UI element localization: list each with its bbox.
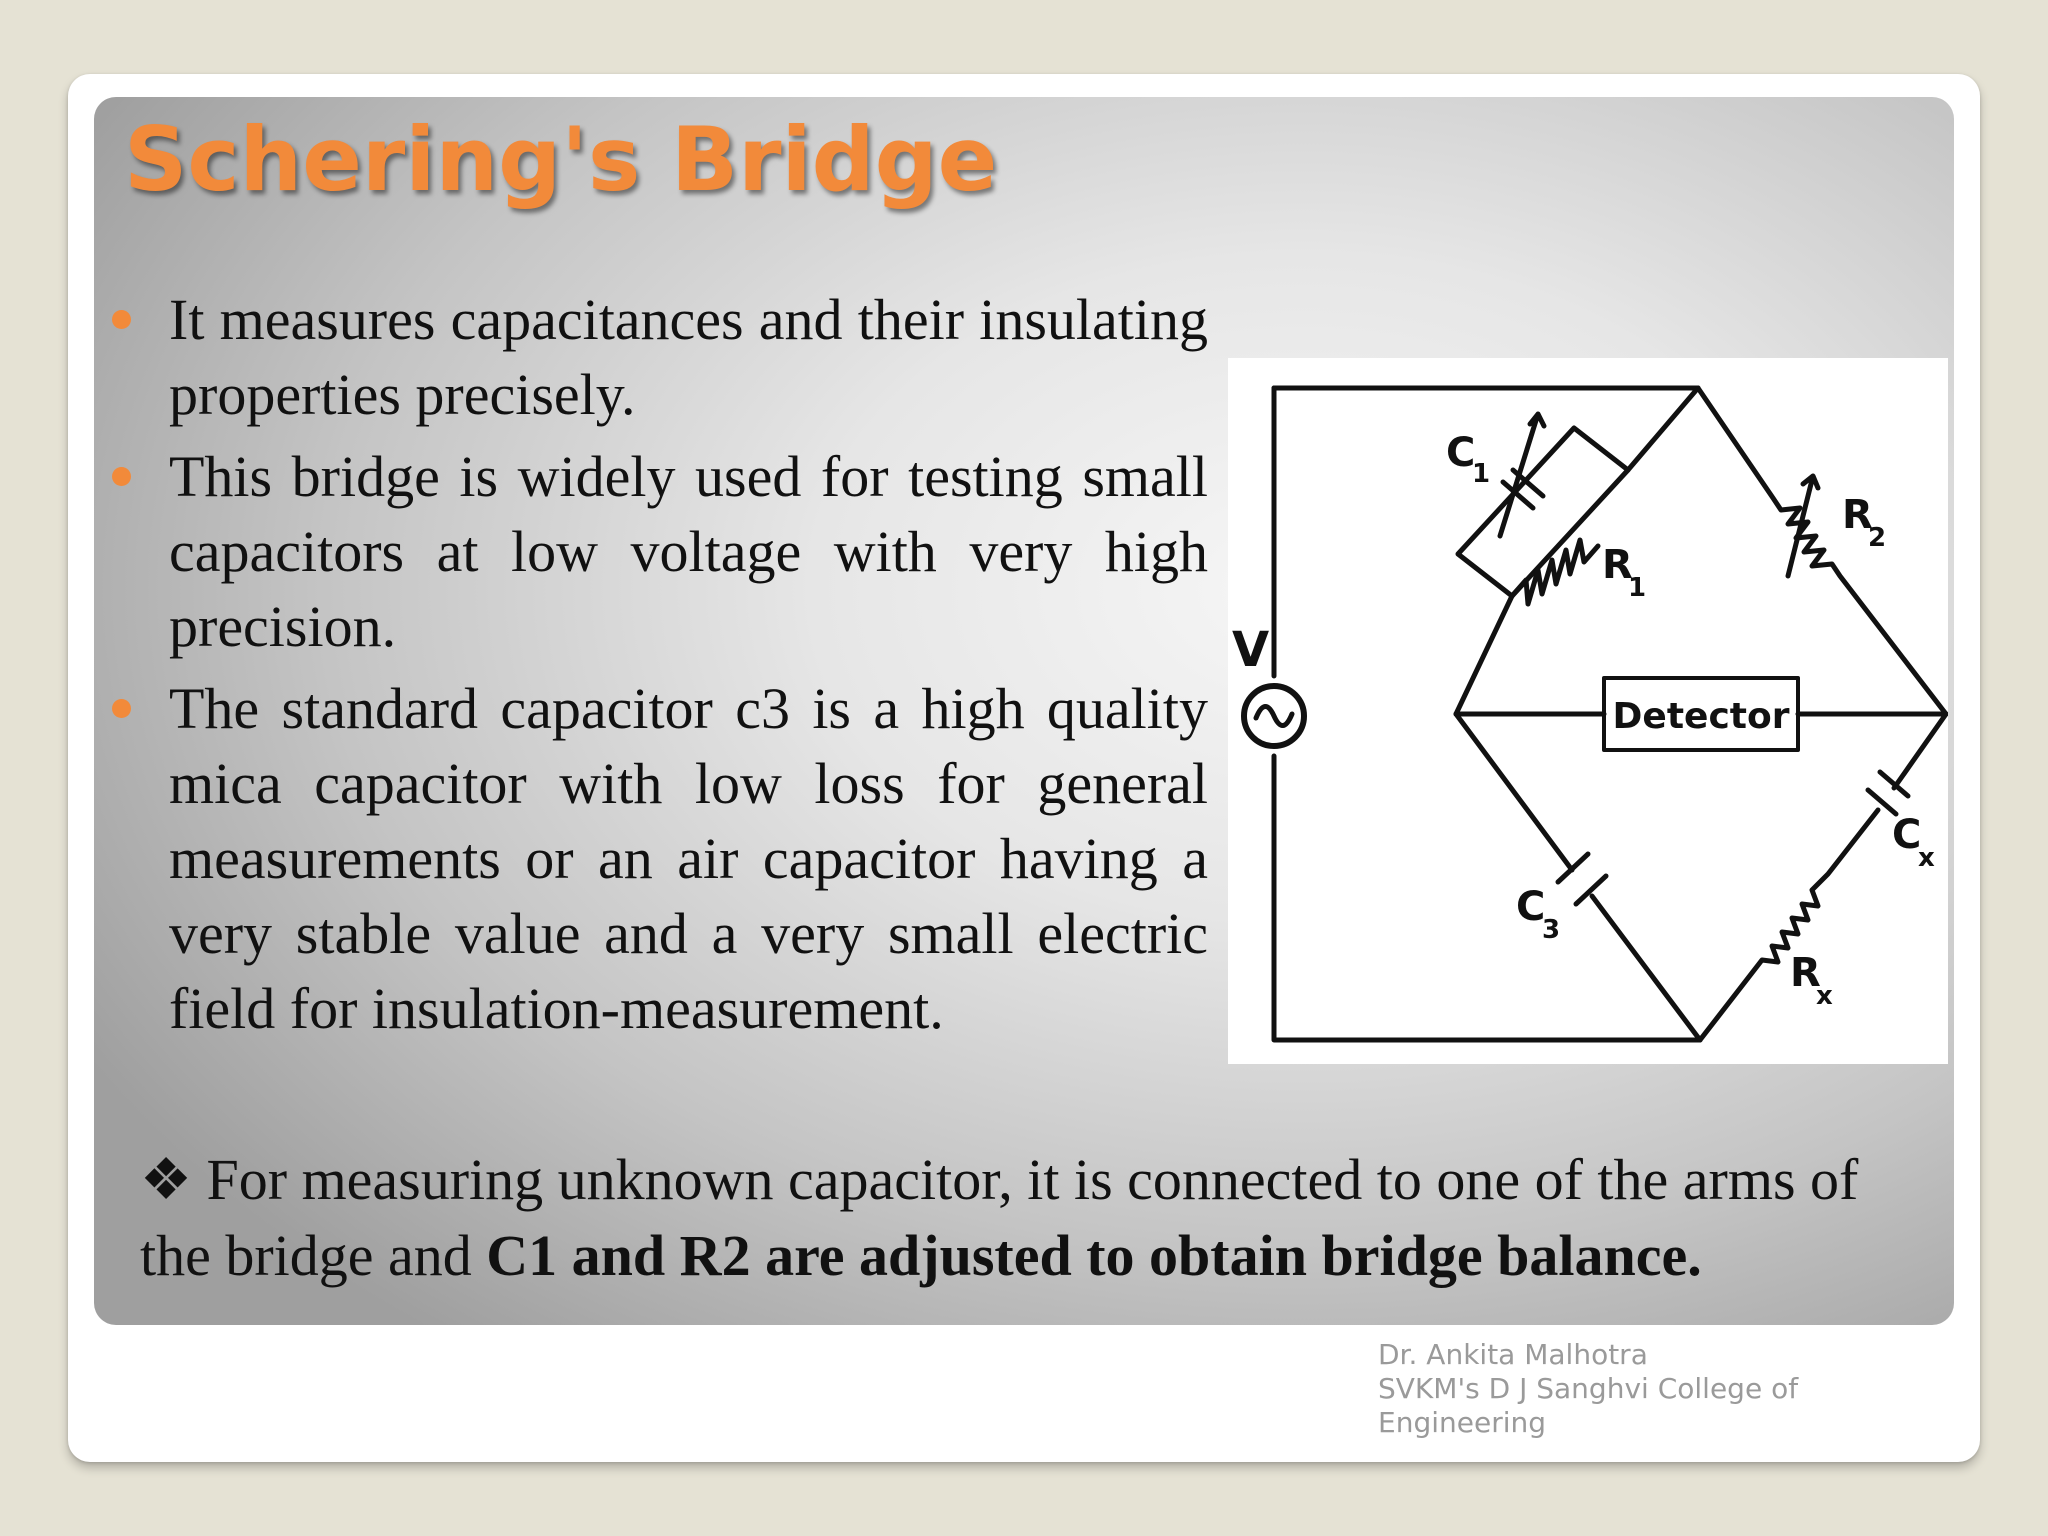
c3-label: C bbox=[1516, 884, 1546, 930]
schering-bridge-diagram bbox=[1228, 358, 1948, 1064]
wire-c3-arm bbox=[1456, 714, 1700, 1040]
c1-label: C bbox=[1446, 430, 1476, 476]
bullet-dot-icon bbox=[112, 310, 131, 329]
detector-label: Detector bbox=[1612, 696, 1790, 737]
note-bold-text: C1 and R2 are adjusted to obtain bridge balance. bbox=[486, 1223, 1702, 1288]
note-text: For measuring unknown capacitor, it is connected to one of the arms of the bridge and bbox=[140, 1147, 1859, 1288]
bullet-text: It measures capacitances and their insulating properties precisely. bbox=[169, 287, 1208, 427]
source-label: V bbox=[1232, 622, 1270, 678]
diamond-bullet-icon: ❖ bbox=[140, 1147, 192, 1212]
note-paragraph bbox=[140, 1142, 1930, 1294]
bullet-list bbox=[108, 282, 1208, 1053]
r1-subscript: 1 bbox=[1628, 573, 1647, 603]
footer-institution: SVKM's D J Sanghvi College of bbox=[1378, 1372, 1799, 1405]
footer-credit bbox=[1378, 1338, 1938, 1440]
ac-source-icon bbox=[1244, 686, 1304, 746]
bullet-item bbox=[108, 282, 1208, 432]
bullet-dot-icon bbox=[112, 467, 131, 486]
rx-subscript: x bbox=[1816, 981, 1833, 1011]
wire-left-junction bbox=[1456, 596, 1512, 714]
bullet-item bbox=[108, 671, 1208, 1046]
c1-subscript: 1 bbox=[1472, 459, 1491, 489]
bullet-dot-icon bbox=[112, 699, 131, 718]
r2-label: R bbox=[1842, 492, 1873, 538]
wire-c1-r1-arm bbox=[1628, 388, 1698, 470]
bullet-text: This bridge is widely used for testing small capacitors at low voltage with very high precision. bbox=[169, 444, 1208, 659]
wire-r2-arm bbox=[1698, 388, 1946, 714]
r2-subscript: 2 bbox=[1868, 523, 1887, 553]
c3-subscript: 3 bbox=[1542, 915, 1561, 945]
bullet-text: The standard capacitor c3 is a high quality mica capacitor with low loss for general measurements or an air capacitor having a very stable value and a very small electric field for insulation-measurement. bbox=[169, 676, 1208, 1041]
slide-title: Schering's Bridge bbox=[124, 108, 998, 211]
r1-label: R bbox=[1602, 542, 1633, 588]
cx-label: C bbox=[1892, 812, 1922, 858]
bullet-item bbox=[108, 439, 1208, 664]
footer-author: Dr. Ankita Malhotra bbox=[1378, 1338, 1648, 1371]
rx-label: R bbox=[1790, 950, 1821, 996]
footer-institution-cont: Engineering bbox=[1378, 1406, 1546, 1439]
cx-subscript: x bbox=[1918, 843, 1935, 873]
circuit-svg bbox=[1228, 358, 1948, 1064]
